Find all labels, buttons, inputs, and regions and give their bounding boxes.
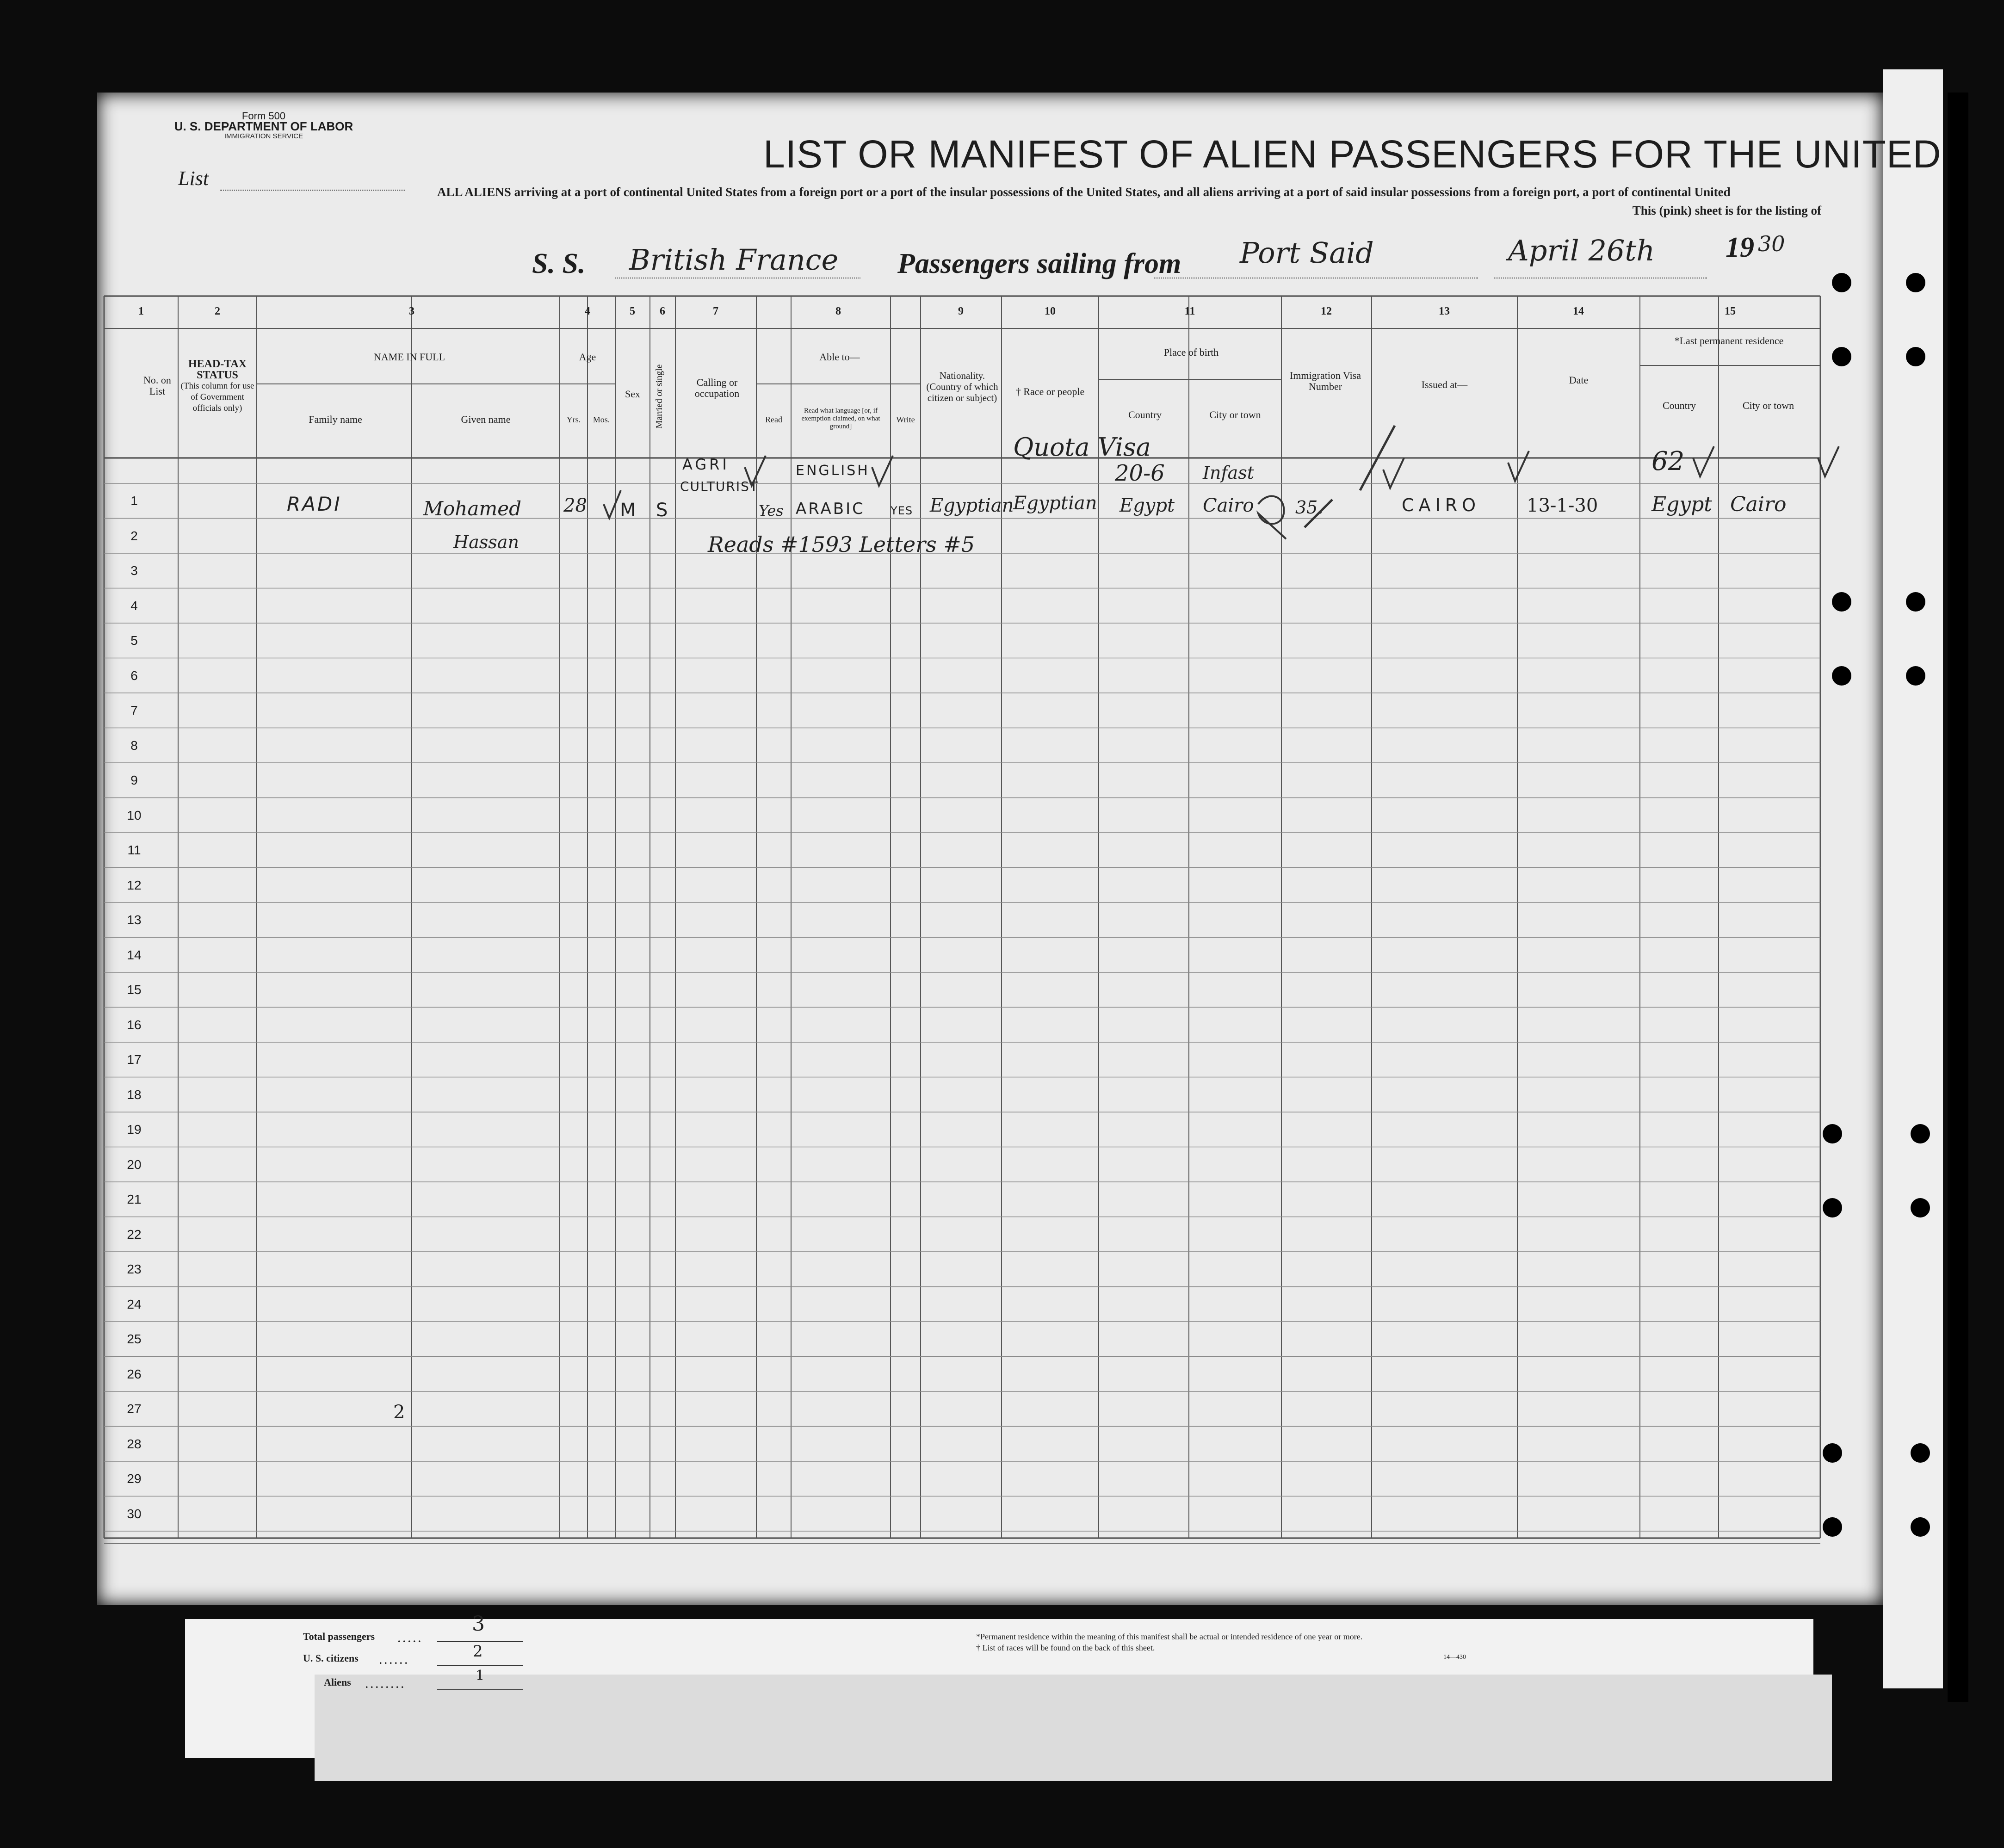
row-number: 7 — [130, 703, 138, 717]
entry-visa-number: 35. — [1295, 497, 1324, 518]
circle-mark — [1258, 496, 1286, 539]
header-read-language: Read what language [or, if exemption claimed, on what ground] — [801, 407, 880, 430]
column-number: 4 — [585, 305, 590, 317]
check-mark — [1693, 446, 1714, 476]
departure-port: Port Said — [1240, 236, 1374, 270]
row-number: 24 — [127, 1297, 142, 1311]
header-visa-number: Immigration Visa Number — [1289, 370, 1361, 392]
form-number: Form 500 — [241, 110, 286, 122]
row-number: 14 — [127, 947, 142, 962]
column-number: 13 — [1439, 305, 1450, 317]
entry-race: Egyptian — [1013, 493, 1097, 514]
service: IMMIGRATION SERVICE — [224, 132, 303, 140]
list-label: List — [178, 167, 209, 190]
row-number: 17 — [127, 1052, 142, 1067]
row-number: 9 — [130, 773, 138, 787]
header-write: Write — [896, 415, 915, 424]
check-mark — [604, 490, 621, 518]
entry-write: YES — [891, 504, 913, 517]
entry-row2-note: Reads #1593 Letters #5 — [708, 532, 975, 557]
column-number: 1 — [138, 305, 144, 317]
header-calling: Calling or occupation — [694, 377, 740, 399]
entry-visa-date: 13-1-30 — [1527, 495, 1598, 516]
header-last-residence: *Last permanent residence — [1674, 335, 1784, 346]
column-number: 6 — [660, 305, 665, 317]
column-number: 7 — [713, 305, 718, 317]
header-mos: Mos. — [593, 415, 610, 424]
us-citizens-line — [437, 1665, 523, 1666]
column-number: 12 — [1321, 305, 1332, 317]
header-nationality: Nationality. (Country of which citizen or subject) — [926, 370, 998, 403]
check-mark — [872, 456, 893, 486]
header-age: Age — [579, 351, 596, 363]
entry-issued-at: CAIRO — [1402, 495, 1481, 515]
header-sex: Sex — [625, 388, 640, 400]
header-date: Date — [1569, 374, 1589, 386]
total-passengers-label: Total passengers — [303, 1631, 375, 1642]
header-no-on-list: No. on List — [143, 374, 171, 397]
check-stroke — [1305, 500, 1332, 527]
ship-name: British France — [629, 243, 839, 277]
entry-sex: M — [620, 500, 638, 521]
entry-birth-code: 20-6 — [1115, 460, 1165, 486]
column-number: 2 — [215, 305, 220, 317]
row-number: 10 — [127, 808, 142, 822]
entry-read-language-1: ENGLISH — [796, 463, 870, 479]
footnote-residence: *Permanent residence within the meaning of this manifest shall be actual or intended residence of one year or more. — [976, 1632, 1363, 1641]
header-issued-at: Issued at— — [1421, 379, 1468, 390]
row-number: 26 — [127, 1366, 142, 1381]
header-yrs: Yrs. — [566, 415, 581, 424]
check-mark — [745, 456, 766, 486]
entry-occupation-2: CULTURIST — [680, 479, 759, 494]
entry-nationality: Egyptian — [930, 495, 1014, 516]
aliens-value: 1 — [476, 1668, 485, 1684]
check-mark — [1383, 458, 1404, 488]
header-able-to: Able to— — [819, 351, 860, 363]
row-number: 28 — [127, 1436, 142, 1451]
row-number: 25 — [127, 1332, 142, 1346]
margin-mark: 2 — [393, 1402, 405, 1423]
header-race: † Race or people — [1015, 386, 1085, 397]
footnote-races: † List of races will be found on the back of this sheet. — [976, 1643, 1155, 1652]
year-prefix: 19 — [1726, 232, 1754, 263]
entry-marital: S — [656, 500, 670, 521]
aliens-line — [437, 1689, 523, 1690]
header-place-of-birth: Place of birth — [1163, 346, 1219, 358]
row-number: 16 — [127, 1017, 142, 1032]
row-number: 6 — [130, 668, 138, 683]
header-read: Read — [765, 415, 782, 424]
row-number: 12 — [127, 878, 142, 892]
total-passengers-dots: . . . . . — [398, 1633, 421, 1644]
entry-family-name: RADI — [287, 493, 342, 515]
row-number: 1 — [130, 494, 138, 508]
subtitle-line-1: ALL ALIENS arriving at a port of continental United States from a foreign port or a port of the insular possessions of the United States, and all aliens arriving at a port of said insular possessions from a foreign port, a port of continental United — [437, 185, 1731, 199]
entry-read-language-2: ARABIC — [796, 500, 865, 518]
column-number: 5 — [630, 305, 635, 317]
row-number: 13 — [127, 913, 142, 927]
us-citizens-value: 2 — [473, 1642, 483, 1661]
row-number: 29 — [127, 1471, 142, 1486]
entry-race-note: Quota Visa — [1013, 433, 1151, 462]
check-mark — [1508, 451, 1529, 481]
aliens-dots: . . . . . . . . — [365, 1679, 404, 1690]
entry-occupation-1: AGRI — [682, 456, 730, 473]
column-number: 14 — [1573, 305, 1584, 317]
sailing-label: Passengers sailing from — [897, 248, 1181, 279]
row-number: 3 — [130, 563, 138, 578]
us-citizens-dots: . . . . . . — [379, 1655, 408, 1666]
header-given-name: Given name — [461, 414, 511, 425]
row-number: 8 — [130, 738, 138, 753]
us-citizens-label: U. S. citizens — [303, 1652, 359, 1664]
entry-res-country: Egypt — [1651, 493, 1712, 516]
column-number: 3 — [409, 305, 414, 317]
header-birth-city: City or town — [1209, 409, 1261, 420]
row-number: 5 — [130, 633, 138, 648]
row-number: 4 — [130, 598, 138, 613]
row-number: 22 — [127, 1227, 142, 1242]
entry-res-city: Cairo — [1730, 493, 1787, 516]
aliens-label: Aliens — [324, 1676, 351, 1688]
row-number: 27 — [127, 1402, 142, 1416]
footnote-code: 14—430 — [1443, 1654, 1466, 1661]
row-number: 20 — [127, 1157, 142, 1172]
entry-birth-city: Cairo — [1203, 495, 1254, 516]
column-number: 10 — [1045, 305, 1056, 317]
total-passengers-value: 3 — [472, 1612, 485, 1636]
row-number: 2 — [130, 528, 138, 543]
entry-given-name-2: Hassan — [453, 532, 519, 552]
header-family-name: Family name — [309, 414, 362, 425]
header-res-city: City or town — [1742, 400, 1794, 411]
entry-res-code: 62 — [1651, 446, 1685, 476]
entry-given-name: Mohamed — [423, 497, 521, 520]
check-stroke — [1360, 426, 1395, 490]
row-number: 19 — [127, 1122, 142, 1137]
head-tax-note: (This column for use of Government officials only) — [180, 381, 254, 413]
subtitle-line-2: This (pink) sheet is for the listing of — [1632, 204, 1821, 217]
column-number: 15 — [1725, 305, 1736, 317]
header-birth-country: Country — [1128, 409, 1162, 420]
row-number: 15 — [127, 983, 142, 997]
column-number: 11 — [1184, 305, 1195, 317]
manifest-title: LIST OR MANIFEST OF ALIEN PASSENGERS FOR THE UNITED — [763, 132, 1942, 176]
row-number: 30 — [127, 1506, 142, 1521]
column-number: 8 — [835, 305, 841, 317]
department: U. S. DEPARTMENT OF LABOR — [174, 119, 353, 133]
entry-birth-country: Egypt — [1120, 495, 1175, 516]
header-name-in-full: NAME IN FULL — [374, 351, 445, 363]
head-tax-title: HEAD-TAX STATUS — [188, 358, 247, 381]
departure-date: April 26th — [1508, 234, 1655, 267]
ss-label: S. S. — [532, 248, 586, 279]
row-number: 21 — [127, 1192, 142, 1206]
entry-birth-city-note: Infast — [1203, 463, 1254, 483]
check-mark — [1818, 446, 1839, 476]
entry-age: 28 — [563, 495, 587, 516]
entry-read: Yes — [759, 502, 784, 519]
header-married: Married or single — [654, 364, 664, 429]
header-res-country: Country — [1662, 400, 1696, 411]
row-number: 18 — [127, 1087, 142, 1102]
column-number: 9 — [958, 305, 964, 317]
year-suffix: 30 — [1758, 231, 1785, 256]
row-number: 23 — [127, 1262, 142, 1276]
row-number: 11 — [127, 843, 141, 857]
